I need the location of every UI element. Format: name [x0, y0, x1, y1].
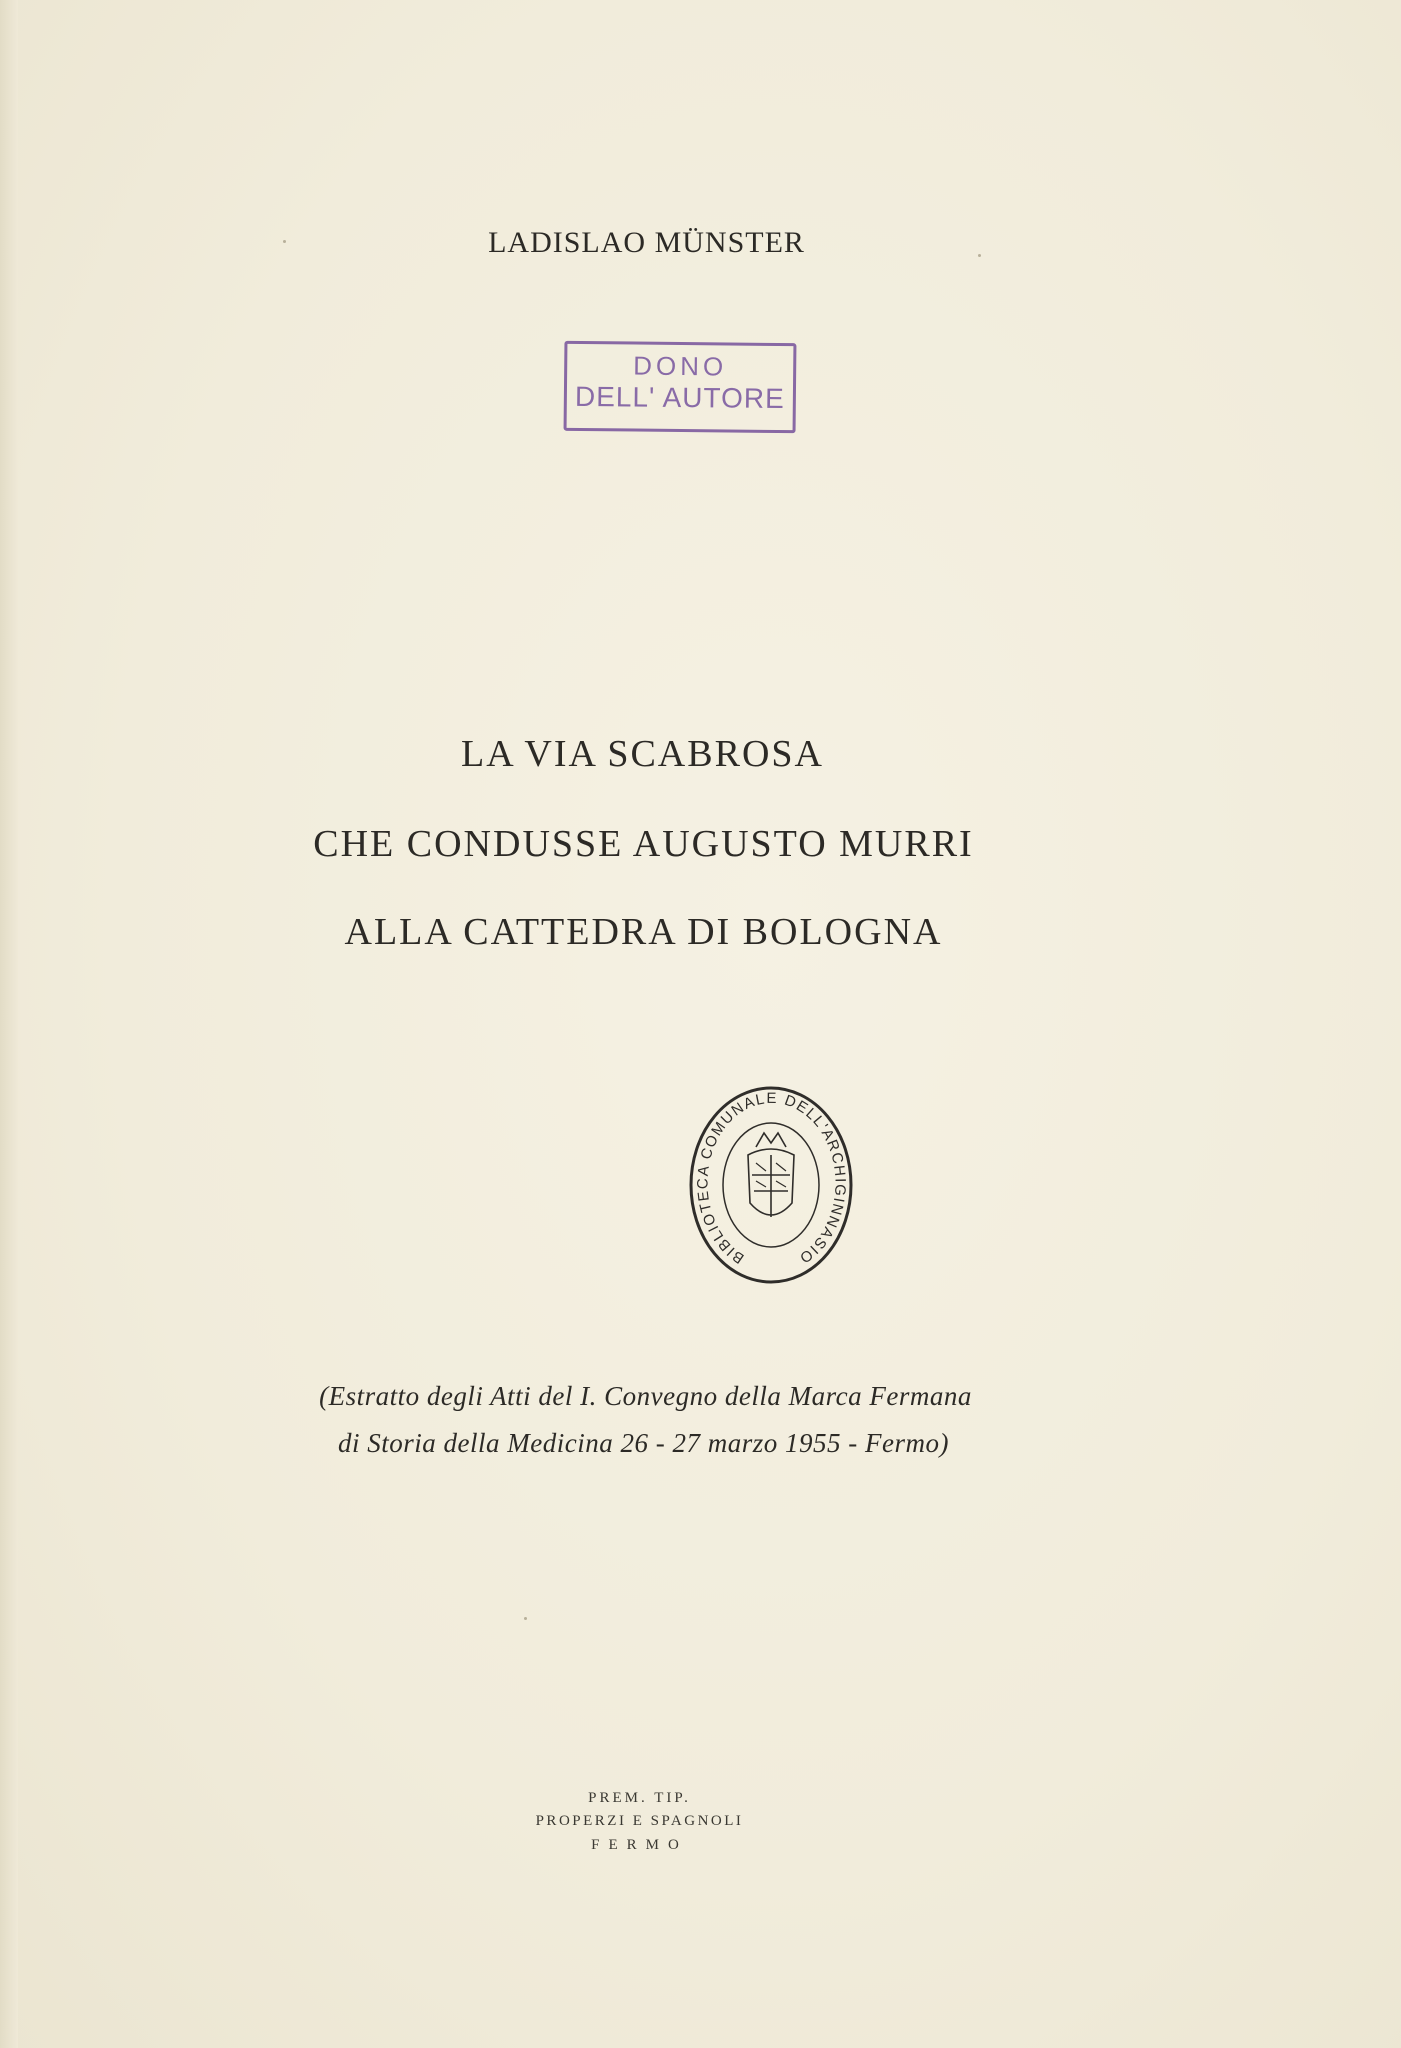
imprint-line-3: FERMO	[591, 1837, 688, 1853]
title-line-3: ALLA CATTEDRA DI BOLOGNA	[344, 911, 943, 953]
paper-speck	[283, 240, 286, 243]
imprint-line-2: PROPERZI E SPAGNOLI	[535, 1813, 744, 1829]
donation-stamp-line1: DONO	[633, 350, 728, 382]
paper-speck	[978, 254, 981, 257]
title-line-1: LA VIA SCABROSA	[461, 733, 824, 775]
donation-stamp-line2: DELL' AUTORE	[574, 380, 785, 415]
page-edge-shadow	[0, 0, 18, 2048]
extract-line-2: di Storia della Medicina 26 - 27 marzo 1955 - Fermo)	[338, 1428, 949, 1458]
author-name: LADISLAO MÜNSTER	[488, 226, 805, 259]
coat-of-arms-icon	[748, 1133, 794, 1217]
imprint-line-1: PREM. TIP.	[588, 1790, 691, 1806]
library-seal-text: BIBLIOTECA COMUNALE DELL'ARCHIGINNASIO	[694, 1089, 849, 1268]
library-seal	[688, 1085, 854, 1285]
donation-stamp	[564, 341, 797, 433]
paper-speck	[524, 1617, 527, 1620]
extract-line-1: (Estratto degli Atti del I. Convegno della Marca Fermana	[319, 1381, 972, 1411]
title-line-2: CHE CONDUSSE AUGUSTO MURRI	[313, 823, 974, 865]
